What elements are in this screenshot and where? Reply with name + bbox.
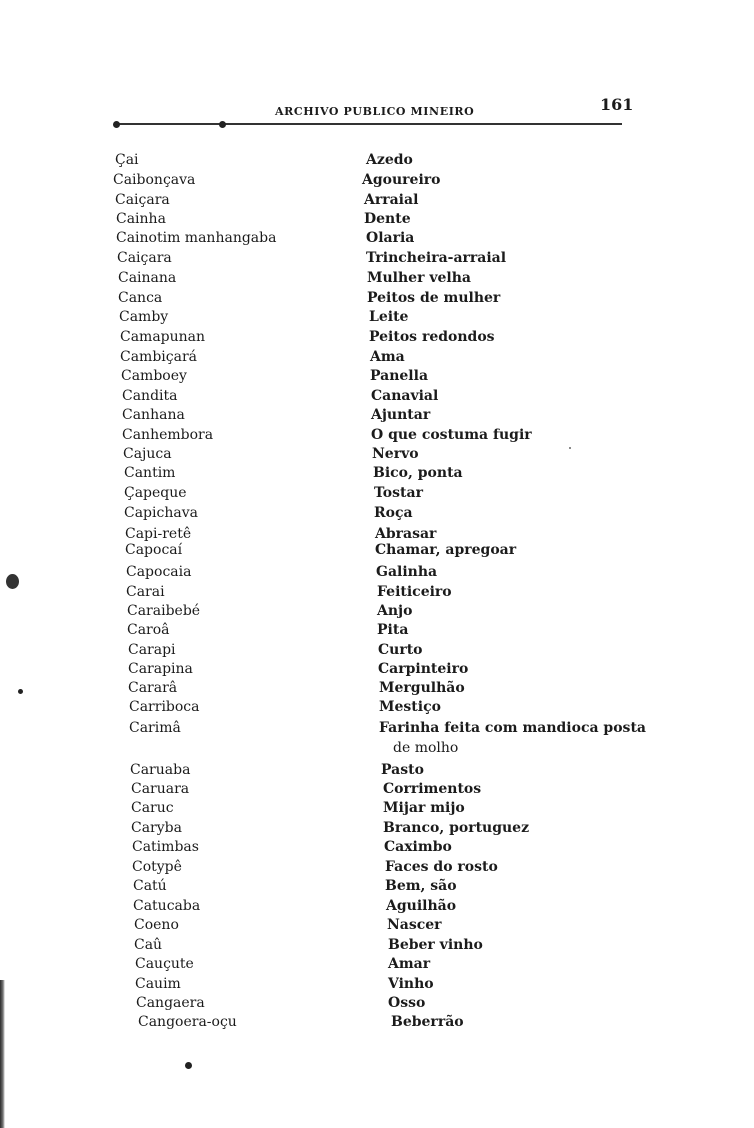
ink-blot: [6, 574, 19, 589]
glossary-meaning-text: Tostar: [374, 485, 423, 501]
glossary-meaning: [366, 228, 414, 248]
glossary-meaning-text: Mijar mijo: [383, 800, 465, 816]
glossary-meaning-text: Ajuntar: [371, 407, 431, 423]
glossary-meaning-text: Curto: [378, 642, 423, 658]
page-number: 161: [600, 95, 634, 114]
glossary-meaning-text: Nascer: [387, 917, 442, 933]
glossary-term: Çapeque: [124, 485, 187, 501]
glossary-term: Carapi: [128, 642, 176, 658]
glossary-meaning-text: Bem, são: [385, 878, 457, 894]
glossary-meaning: [369, 327, 495, 347]
glossary-meaning-text: Peitos redondos: [369, 329, 495, 345]
glossary-term: Camby: [119, 309, 169, 325]
glossary-term: Cajuca: [123, 446, 172, 462]
glossary-term: Capocaia: [126, 564, 192, 580]
glossary-meaning: [374, 503, 413, 523]
ink-speck: [185, 1062, 192, 1069]
glossary-meaning-text: Pita: [377, 622, 409, 638]
glossary-term: Canhembora: [122, 427, 214, 443]
glossary-meaning-text: Canavial: [371, 388, 439, 404]
glossary-term: Cainana: [118, 270, 177, 286]
glossary-term: Çai: [115, 152, 139, 168]
glossary-meaning-text: Azedo: [366, 152, 413, 168]
glossary-meaning-text: Feiticeiro: [377, 584, 452, 600]
glossary-meaning-text: Nervo: [372, 446, 419, 462]
glossary-meaning: [381, 760, 424, 780]
glossary-term: Caruara: [131, 781, 190, 797]
glossary-meaning: [377, 620, 408, 640]
glossary-meaning: [378, 659, 468, 679]
glossary-term: Cainotim manhangaba: [116, 230, 277, 246]
glossary-meaning-text: Abrasar: [375, 526, 437, 542]
glossary-meaning-text: Anjo: [377, 603, 413, 619]
glossary-meaning: [371, 405, 430, 425]
glossary-meaning: [373, 463, 463, 483]
glossary-meaning-text: Trincheira-arraial: [366, 250, 507, 266]
glossary-term: Caruaba: [130, 762, 191, 778]
glossary-meaning-text: Beber vinho: [388, 937, 483, 953]
rule-ornament: [113, 121, 120, 128]
glossary-meaning: [362, 170, 440, 190]
glossary-meaning-continuation: de molho: [393, 740, 459, 756]
glossary-term: Canhana: [122, 407, 185, 423]
glossary-meaning: [388, 993, 425, 1013]
glossary-meaning: [384, 837, 452, 857]
glossary-meaning-text: Roça: [374, 505, 413, 521]
glossary-term: Caiçara: [117, 250, 172, 266]
glossary-meaning: [378, 640, 423, 660]
glossary-meaning-text: Pasto: [381, 762, 424, 778]
glossary-term: Carriboca: [129, 699, 200, 715]
glossary-meaning-text: Mergulhão: [379, 680, 465, 696]
glossary-meaning-text: Olaria: [366, 230, 415, 246]
page-edge-shadow: [0, 980, 5, 1128]
glossary-meaning: [386, 896, 456, 916]
glossary-meaning: [385, 876, 457, 896]
glossary-meaning-text: Leite: [369, 309, 409, 325]
glossary-meaning: [366, 248, 506, 268]
glossary-meaning-text: Galinha: [376, 564, 438, 580]
glossary-meaning-text: Aguilhão: [386, 898, 457, 914]
glossary-term: Carimâ: [129, 720, 181, 736]
glossary-meaning: [383, 798, 465, 818]
glossary-term: Caruc: [131, 800, 174, 816]
glossary-meaning: [367, 268, 471, 288]
glossary-term: Cambiçará: [120, 349, 197, 365]
glossary-meaning-text: Ama: [370, 349, 405, 365]
glossary-term: Cantim: [124, 465, 176, 481]
glossary-meaning: [366, 150, 413, 170]
glossary-term: Caroâ: [127, 622, 170, 638]
glossary-term: Caiçara: [115, 192, 170, 208]
glossary-meaning-text: Agoureiro: [362, 172, 441, 188]
glossary-meaning: [383, 818, 529, 838]
glossary-meaning: [388, 935, 483, 955]
glossary-meaning: [383, 779, 481, 799]
glossary-term: Capichava: [124, 505, 198, 521]
glossary-meaning: [385, 857, 498, 877]
glossary-meaning: [376, 562, 437, 582]
glossary-meaning-text: Panella: [370, 368, 429, 384]
glossary-meaning: [369, 307, 408, 327]
glossary-term: Canca: [118, 290, 163, 306]
glossary-term: Cararâ: [128, 680, 178, 696]
glossary-meaning-text: O que costuma fugir: [371, 427, 532, 443]
glossary-meaning: [388, 954, 430, 974]
glossary-meaning-text: Chamar, apregoar: [375, 542, 517, 558]
glossary-term: Coeno: [134, 917, 179, 933]
glossary-meaning: [379, 678, 465, 698]
glossary-meaning-text: Peitos de mulher: [367, 290, 501, 306]
glossary-meaning: [364, 190, 418, 210]
glossary-meaning: [377, 582, 452, 602]
glossary-meaning: [371, 386, 438, 406]
glossary-meaning-text: Branco, portuguez: [383, 820, 530, 836]
glossary-meaning: [377, 601, 412, 621]
glossary-meaning: [367, 288, 500, 308]
glossary-meaning-text: Mestiço: [379, 699, 441, 715]
glossary-term: Carai: [126, 584, 165, 600]
glossary-meaning-text: Osso: [388, 995, 426, 1011]
glossary-meaning-text: Amar: [388, 956, 431, 972]
glossary-term: Cauçute: [135, 956, 194, 972]
glossary-meaning-text: Vinho: [388, 976, 434, 992]
glossary-meaning-text: Carpinteiro: [378, 661, 469, 677]
glossary-meaning-text: Arraial: [364, 192, 419, 208]
ink-speck: [569, 447, 571, 449]
glossary-term: Capi-retê: [125, 526, 192, 542]
glossary-term: Catimbas: [132, 839, 199, 855]
glossary-meaning: [388, 974, 434, 994]
glossary-term: Cainha: [116, 211, 166, 227]
glossary-term: Cangoera-oçu: [138, 1014, 237, 1030]
glossary-meaning: [371, 425, 532, 445]
glossary-term: Caû: [134, 937, 163, 953]
glossary-meaning-text: Caximbo: [384, 839, 452, 855]
glossary-meaning-text: Beberrão: [391, 1014, 464, 1030]
glossary-meaning: [370, 347, 405, 367]
glossary-term: Capocaí: [125, 542, 183, 558]
glossary-term: Candita: [122, 388, 178, 404]
glossary-meaning: [379, 718, 646, 758]
glossary-term: Caryba: [131, 820, 182, 836]
glossary-meaning-text: Farinha feita com mandioca posta: [379, 720, 646, 736]
glossary-term: Camapunan: [120, 329, 206, 345]
glossary-term: Catú: [133, 878, 167, 894]
glossary-term: Catucaba: [133, 898, 201, 914]
glossary-meaning: [379, 697, 441, 717]
glossary-meaning-text: Mulher velha: [367, 270, 471, 286]
glossary-meaning-text: Corrimentos: [383, 781, 482, 797]
glossary-meaning: [374, 483, 423, 503]
running-header: ARCHIVO PUBLICO MINEIRO: [275, 105, 475, 118]
glossary-meaning: [372, 444, 419, 464]
glossary-term: Cotypê: [132, 859, 182, 875]
glossary-term: Camboey: [121, 368, 187, 384]
glossary-meaning: [387, 915, 442, 935]
glossary-term: Caraibebé: [127, 603, 201, 619]
glossary-meaning: [391, 1012, 464, 1032]
glossary-meaning-text: Bico, ponta: [373, 465, 463, 481]
glossary-meaning-text: Dente: [364, 211, 411, 227]
glossary-meaning: [375, 540, 516, 560]
glossary-term: Carapina: [128, 661, 193, 677]
glossary-term: Caibonçava: [113, 172, 196, 188]
header-rule: [115, 123, 622, 125]
glossary-term: Cauim: [135, 976, 181, 992]
glossary-meaning: [370, 366, 428, 386]
glossary-meaning-text: Faces do rosto: [385, 859, 498, 875]
rule-ornament: [219, 121, 226, 128]
glossary-term: Cangaera: [136, 995, 205, 1011]
glossary-meaning: [364, 209, 411, 229]
ink-speck: [18, 689, 23, 694]
